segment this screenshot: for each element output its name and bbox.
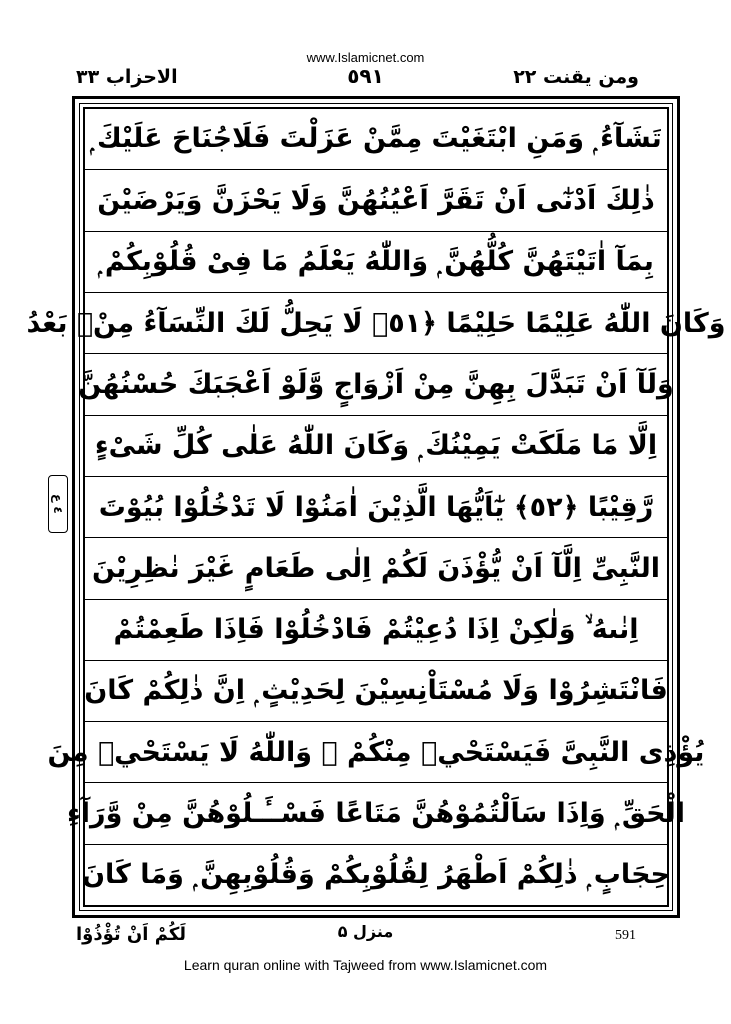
verse-line-11 (47, 722, 705, 783)
verse-text: رَّقِيْبًا ﴿٥٢﴾ يٰٓاَيُّهَا الَّذِيْنَ اٰمَنُوْا لَا تَدْخُلُوْا بُيُوْتَ (98, 491, 654, 523)
page-number: 591 (615, 928, 636, 943)
page-number-arabic: ٥٩١ (347, 64, 384, 88)
verse-text: وَلَآ اَنْ تَبَدَّلَ بِهِنَّ مِنْ اَزْوَاجٍ وَّلَوْ اَعْجَبَكَ حُسْنُهُنَّ (78, 368, 674, 400)
ruku-marker: ٤ ع (48, 475, 68, 533)
verse-text: الْحَقِّ ۭ وَاِذَا سَاَلْتُمُوْهُنَّ مَتَاعًا فَسْــَٔـلُوْهُنَّ مِنْ وَّرَآءِ (66, 797, 686, 829)
verse-line-6 (85, 416, 667, 477)
verse-line-7 (85, 477, 667, 538)
verse-text: فَانْتَشِرُوْا وَلَا مُسْتَاْنِسِيْنَ لِحَدِيْثٍ ۭ اِنَّ ذٰلِكُمْ كَانَ (84, 674, 668, 706)
verse-line-8 (85, 538, 667, 599)
juz-name: ومن يقنت ٢٢ (513, 66, 639, 88)
verse-line-5 (78, 354, 674, 415)
surah-name: الاحزاب ٣٣ (76, 66, 178, 88)
catchword: لَكُمْ اَنْ تُؤْذُوْا (76, 924, 187, 945)
bottom-caption: Learn quran online with Tajweed from www.Islamicnet.com (183, 957, 548, 973)
verse-line-10 (85, 661, 667, 722)
verse-text: اِلَّا مَا مَلَكَتْ يَمِيْنُكَ ۭ وَكَانَ اللّٰهُ عَلٰى كُلِّ شَىْءٍ (94, 429, 658, 461)
verse-line-3 (85, 232, 667, 293)
verse-line-13 (82, 845, 670, 905)
site-url: www.Islamicnet.com (306, 50, 425, 65)
verse-text: تَشَآءُ ۭ وَمَنِ ابْتَغَيْتَ مِمَّنْ عَزَلْتَ فَلَاجُنَاحَ عَلَيْكَ ۭ (90, 123, 662, 155)
verse-text: ذٰلِكَ اَدْنٰٓى اَنْ تَقَرَّ اَعْيُنُهُنَّ وَلَا يَحْزَنَّ وَيَرْضَيْنَ (97, 184, 655, 216)
verse-text: يُؤْذِى النَّبِىَّ فَيَسْتَحْيٖ مِنْكُمْ ۡ وَاللّٰهُ لَا يَسْتَحْيٖ مِنَ (47, 736, 705, 768)
verse-text: اِنٰىهُ ۙ وَلٰكِنْ اِذَا دُعِيْتُمْ فَادْخُلُوْا فَاِذَا طَعِمْتُمْ (113, 613, 639, 645)
verse-line-9 (85, 600, 667, 661)
manzil-label: منزل ۵ (337, 922, 394, 941)
verse-text: النَّبِىِّ اِلَّآ اَنْ يُّؤْذَنَ لَكُمْ اِلٰى طَعَامٍ غَيْرَ نٰظِرِيْنَ (91, 552, 660, 584)
verse-line-1 (85, 109, 667, 170)
verse-line-12 (66, 783, 686, 844)
verse-line-4 (26, 293, 726, 354)
verse-line-2 (85, 170, 667, 231)
verse-text: وَكَانَ اللّٰهُ عَلِيْمًا حَلِيْمًا ﴿٥١﴾ لَا يَحِلُّ لَكَ النِّسَآءُ مِنْۢ بَعْدُ (26, 307, 726, 339)
verse-text: بِمَآ اٰتَيْتَهُنَّ كُلُّهُنَّ ۭ وَاللّٰهُ يَعْلَمُ مَا فِىْ قُلُوْبِكُمْ ۭ (98, 245, 654, 277)
verse-text: حِجَابٍ ۭ ذٰلِكُمْ اَطْهَرُ لِقُلُوْبِكُمْ وَقُلُوْبِهِنَّ ۭ وَمَا كَانَ (82, 858, 670, 890)
